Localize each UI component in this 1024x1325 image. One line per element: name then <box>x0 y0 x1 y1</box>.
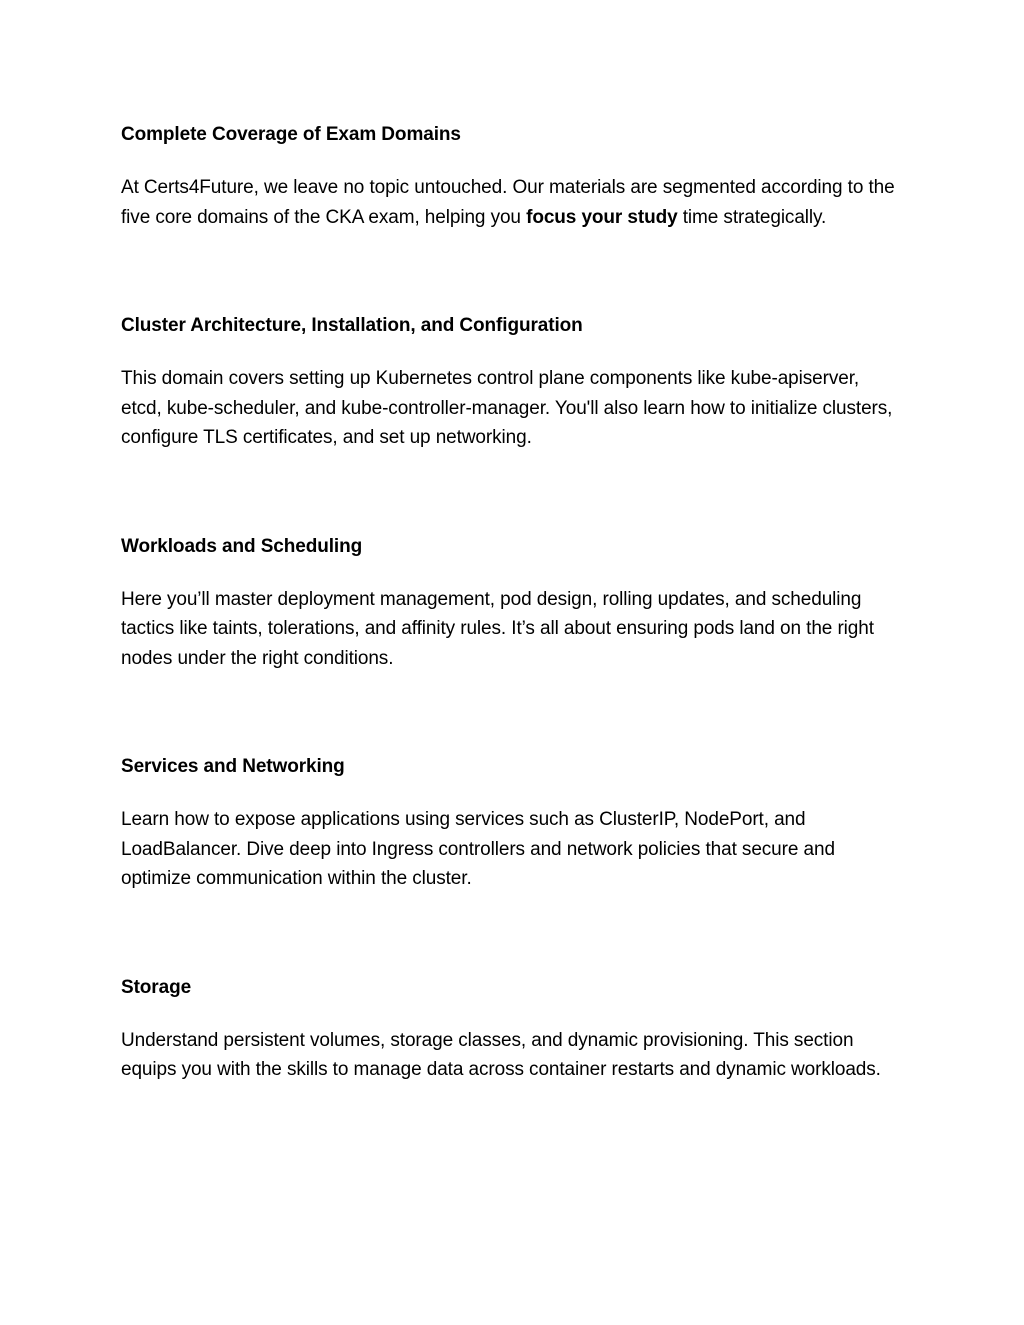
document-content <box>121 121 901 1085</box>
section-paragraph: Understand persistent volumes, storage classes, and dynamic provisioning. This section equips you with the skills to manage data across container restarts and dynamic workloads. <box>121 1029 881 1080</box>
intro-text-bold: focus your study <box>526 206 678 228</box>
section-paragraph: This domain covers setting up Kubernetes control plane components like kube-apiserver, etcd, kube-scheduler, and kube-controller-manager. You'll also learn how to initialize clusters, configure TLS certificates, and set up networking. <box>121 368 893 448</box>
section-cluster-architecture <box>121 312 901 453</box>
section-heading: Workloads and Scheduling <box>121 535 363 557</box>
section-services-networking <box>121 753 901 894</box>
section-workloads-scheduling <box>121 533 901 674</box>
section-heading: Services and Networking <box>121 756 345 777</box>
section-heading: Cluster Architecture, Installation, and Configuration <box>121 315 583 336</box>
section-storage <box>121 974 901 1085</box>
intro-section <box>121 121 901 232</box>
section-heading: Storage <box>121 976 192 998</box>
intro-paragraph <box>121 173 901 232</box>
intro-heading: Complete Coverage of Exam Domains <box>121 124 461 145</box>
intro-text-after: time strategically. <box>677 206 827 228</box>
intro-text-before: At Certs4Future, we leave no topic untouched. Our materials are segmented according to the five core domains of the CKA exam, helping you <box>121 177 895 228</box>
section-paragraph: Here you’ll master deployment management, pod design, rolling updates, and scheduling tactics like taints, tolerations, and affinity rules. It’s all about ensuring pods land on the right nodes under the right conditions. <box>121 588 874 669</box>
section-paragraph: Learn how to expose applications using services such as ClusterIP, NodePort, and LoadBalancer. Dive deep into Ingress controllers and network policies that secure and optimize communication within the cluster. <box>121 809 835 889</box>
